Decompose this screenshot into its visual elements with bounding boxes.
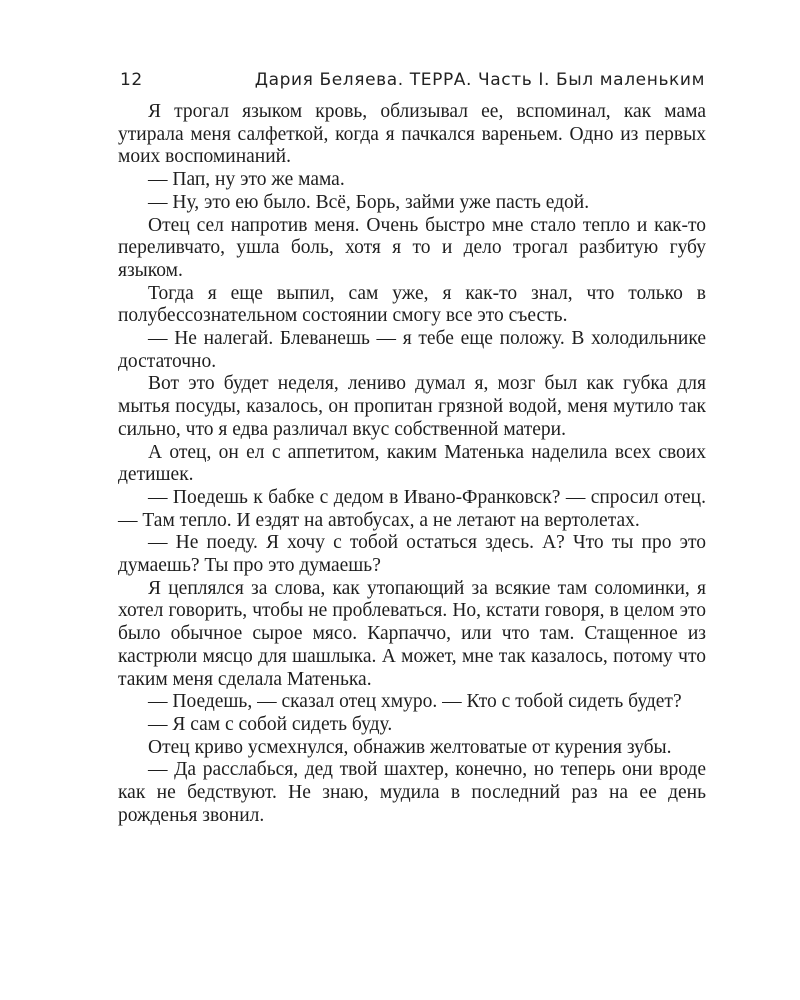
paragraph-5: Тогда я еще выпил, сам уже, я как-то знал, что только в полубессознательном состоянии смогу все это съесть. xyxy=(118,282,706,327)
paragraph-9: — Поедешь к бабке с дедом в Ивано-Франковск? — спросил отец. — Там тепло. И ездят на автобусах, а не летают на вертолетах. xyxy=(118,486,706,531)
paragraph-8: А отец, он ел с аппетитом, каким Матенька наделила всех своих детишек. xyxy=(118,441,706,486)
paragraph-4: Отец сел напротив меня. Очень быстро мне стало тепло и как-то переливчато, ушла боль, хотя я то и дело трогал разбитую губу языком. xyxy=(118,214,706,281)
paragraph-12: — Поедешь, — сказал отец хмуро. — Кто с тобой сидеть будет? xyxy=(148,691,682,713)
page-number: 12 xyxy=(120,70,143,90)
paragraph-13: — Я сам с собой сидеть буду. xyxy=(148,713,393,735)
paragraph-2: — Пап, ну это же мама. xyxy=(148,169,345,191)
paragraph-7: Вот это будет неделя, лениво думал я, мозг был как губка для мытья посуды, казалось, он пропитан грязной водой, меня мутило так сильно, что я едва различал вкус собственной матери. xyxy=(118,373,706,440)
paragraph-10: — Не поеду. Я хочу с тобой остаться здесь. А? Что ты про это думаешь? Ты про это думаешь? xyxy=(118,532,706,577)
paragraph-14: Отец криво усмехнулся, обнажив желтоватые от курения зубы. xyxy=(148,736,672,758)
paragraph-1: Я трогал языком кровь, облизывал ее, вспоминал, как мама утирала меня салфеткой, когда я пачкался вареньем. Одно из первых моих воспоминаний. xyxy=(118,101,706,168)
book-text xyxy=(118,101,706,828)
paragraph-11: Я цеплялся за слова, как утопающий за всякие там соломинки, я хотел говорить, чтобы не проблеваться. Но, кстати говоря, в целом это было обычное сырое мясо. Карпаччо, или что там. Стащенное из кастрюли мясцо для шашлыка. А может, мне так казалось, потому что таким меня сделала Матенька. xyxy=(118,577,706,690)
paragraph-3: — Ну, это ею было. Всё, Борь, займи уже пасть едой. xyxy=(148,191,590,213)
running-title: Дария Беляева. ТЕРРА. Часть I. Был маленьким xyxy=(254,70,705,90)
paragraph-6: — Не налегай. Блеванешь — я тебе еще положу. В холодильнике достаточно. xyxy=(118,328,706,372)
page-header xyxy=(120,70,705,94)
paragraph-15: — Да расслабься, дед твой шахтер, конечно, но теперь они вроде как не бедствуют. Не знаю, мудила в последний раз на ее день рожденья звонил. xyxy=(118,759,706,826)
